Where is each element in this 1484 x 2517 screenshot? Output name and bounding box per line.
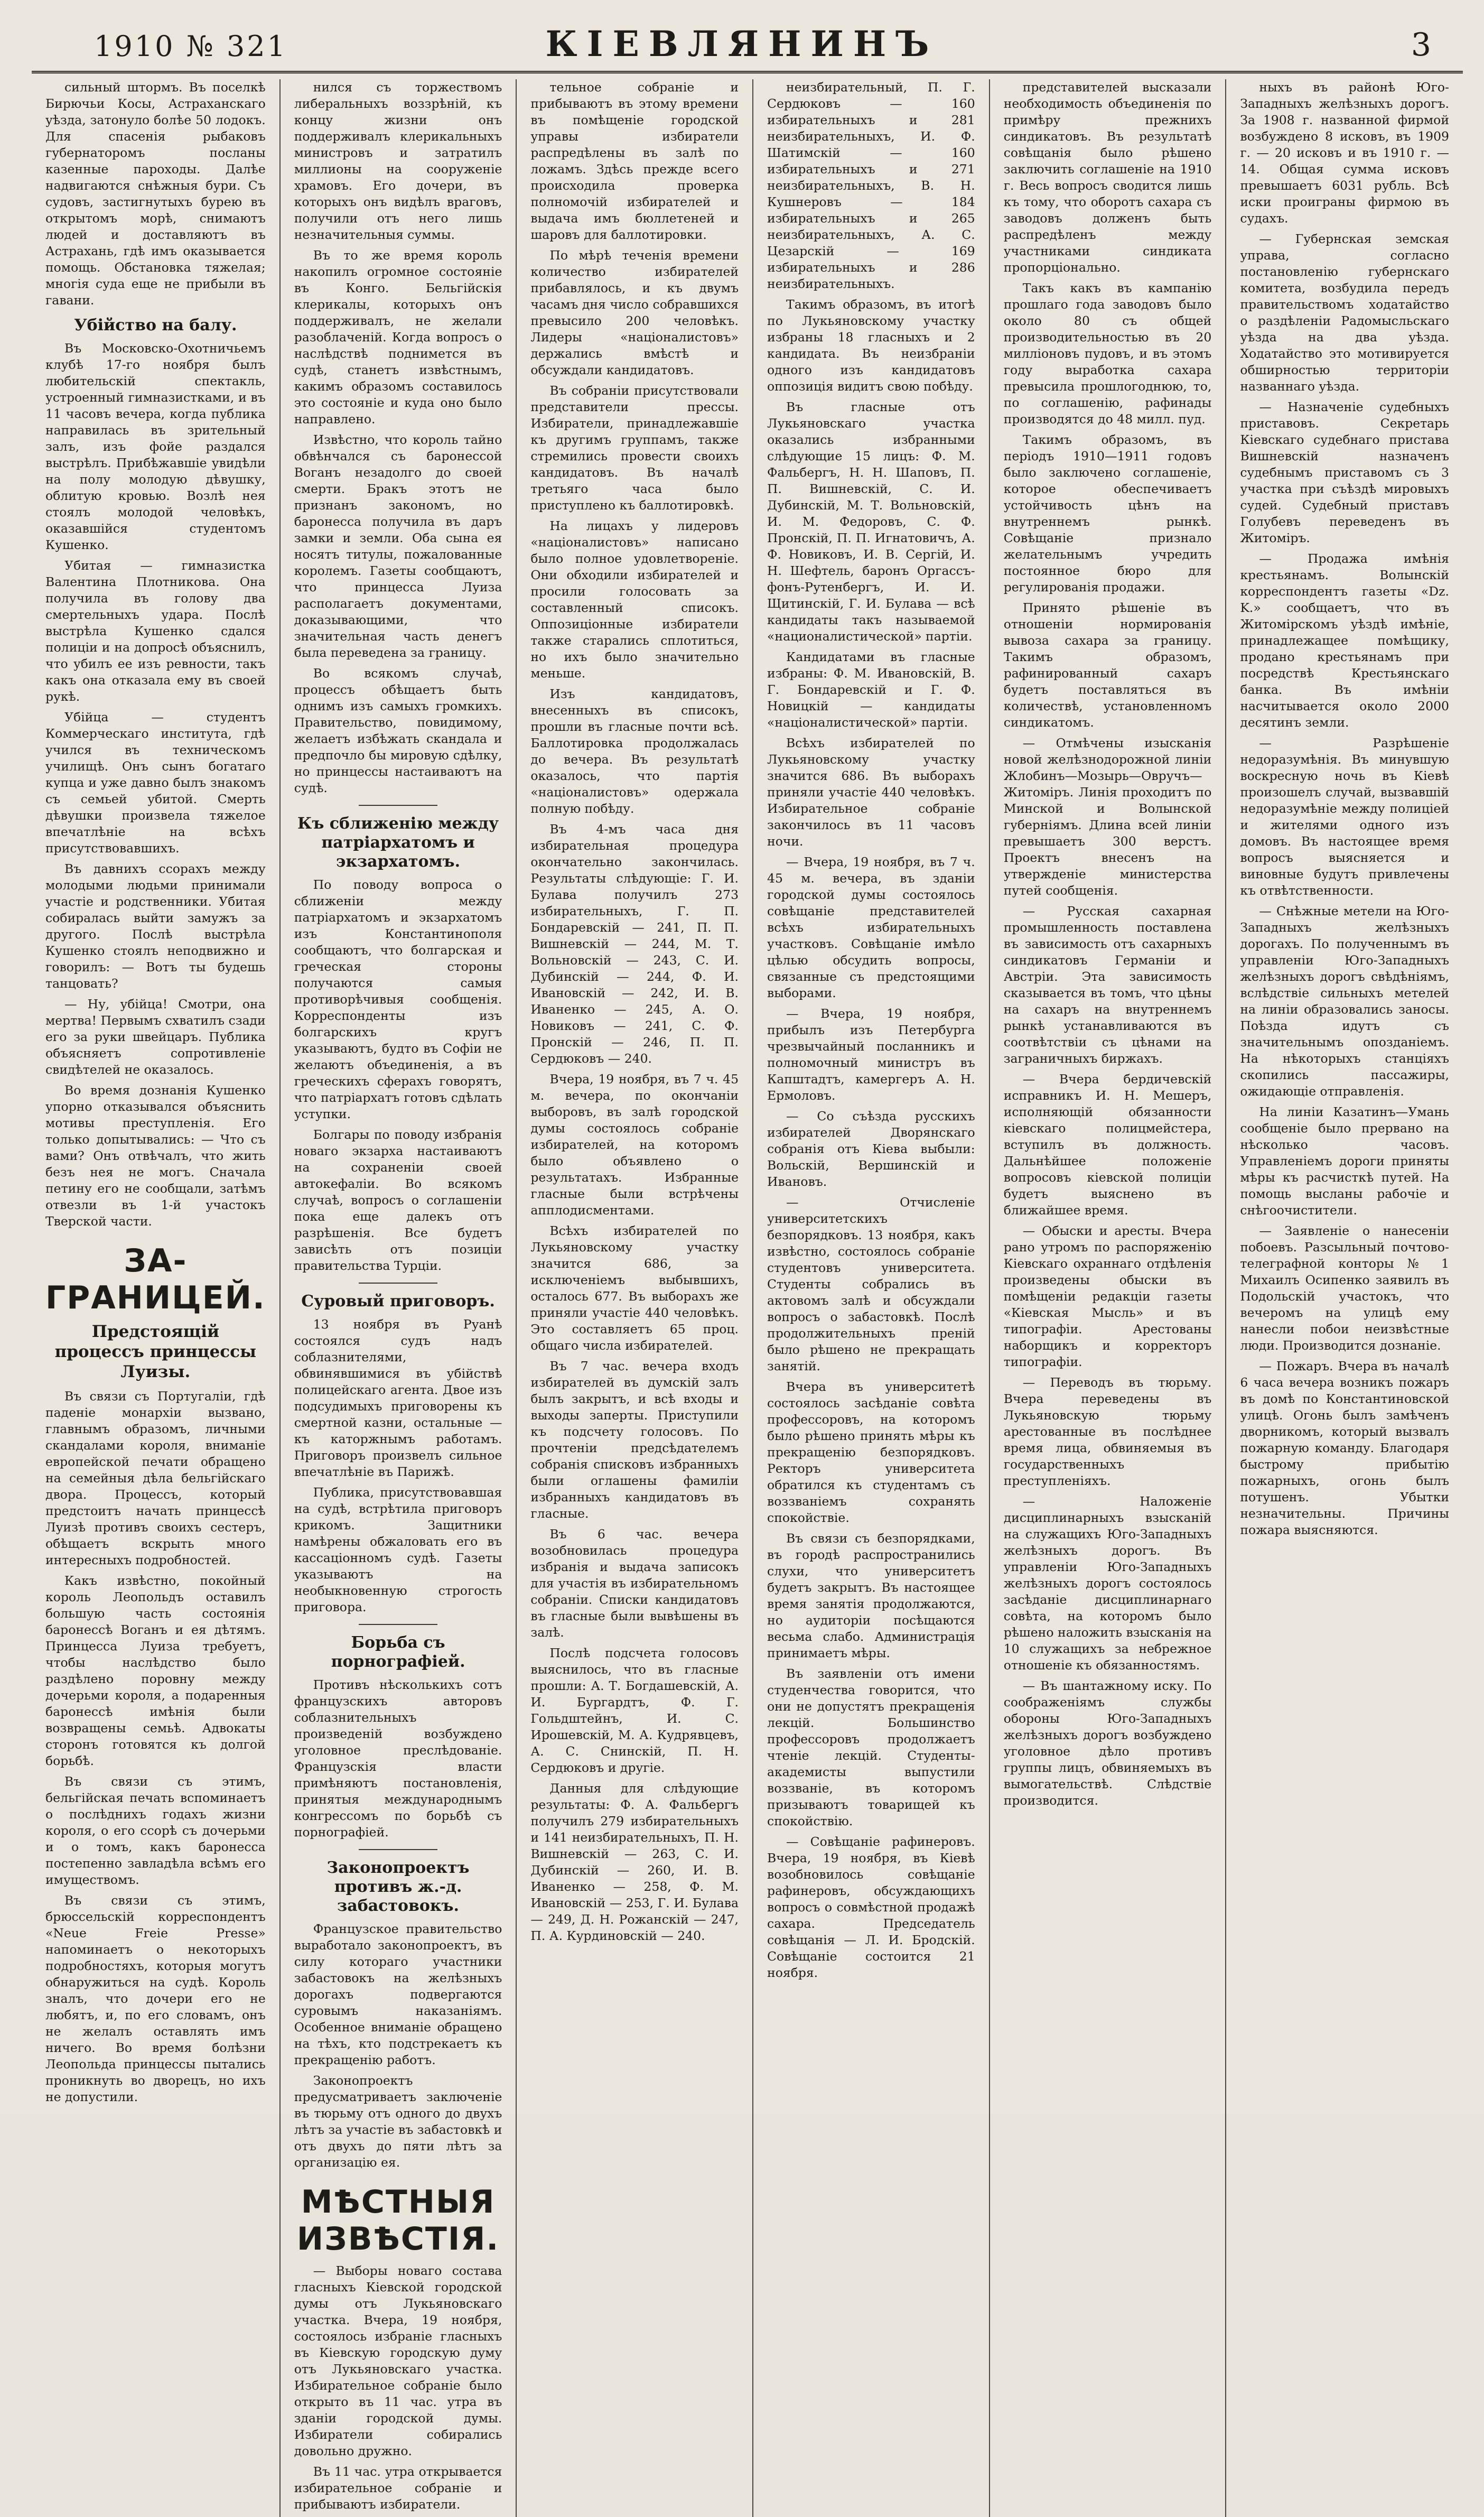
section-divider — [359, 1624, 438, 1625]
article-paragraph: — Снѣжные метели на Юго-Западныхъ желѣзныхъ дорогахъ. По полученнымъ въ управленіи Юго-Западныхъ желѣзныхъ дорогъ свѣдѣніямъ, вслѣдствіе сильныхъ метелей на линіи образовались заносы. Поѣзда идутъ съ значительнымъ опозданіемъ. На нѣкоторыхъ станціяхъ скопились пассажиры, ожидающіе отправленія. — [1240, 904, 1449, 1099]
article-heading: Борьба съ порнографіей. — [331, 1633, 465, 1671]
article-paragraph: Противъ нѣсколькихъ сотъ французскихъ авторовъ соблазнительныхъ произведеній возбуждено уголовное преслѣдованіе. Французскія власти примѣняютъ постановленія, принятыя международнымъ конгрессомъ по борьбѣ съ порнографіей. — [294, 1677, 502, 1840]
article-paragraph: На лицахъ у лидеровъ «націоналистовъ» написано было полное удовлетвореніе. Они обходили избирателей и просили голосовать за составленный списокъ. Оппозиціонные избиратели также старались сплотиться, но ихъ было значительно меньше. — [530, 518, 739, 681]
article-paragraph: Вчера въ университетѣ состоялось засѣданіе совѣта профессоровъ, на которомъ было рѣшено принять мѣры къ прекращенію безпорядковъ. Ректоръ университета обратился къ студентамъ съ воззваніемъ сохранять спокойствіе. — [767, 1379, 975, 1525]
article-paragraph: Такимъ образомъ, въ періодъ 1910—1911 годовъ было заключено соглашеніе, которое обеспечиваетъ устойчивость цѣнъ на внутреннемъ рынкѣ. Совѣщаніе признало желательнымъ учредить постоянное бюро для регулированія продажи. — [1003, 432, 1212, 595]
article-paragraph: — Отчисленіе университетскихъ безпорядковъ. 13 ноября, какъ извѣстно, состоялось собраніе студентовъ университета. Студенты собрались въ актовомъ залѣ и обсуждали вопросъ о забастовкѣ. Послѣ продолжительныхъ преній было рѣшено не прекращать занятій. — [767, 1195, 975, 1373]
column-3 — [517, 79, 753, 2517]
article-paragraph: Изъ кандидатовъ, внесенныхъ въ списокъ, прошли въ гласные почти всѣ. Баллотировка продолжалась до вечера. Въ результатѣ оказалось, что партія «націоналистовъ» одержала полную побѣду. — [530, 686, 739, 816]
article-paragraph: Такимъ образомъ, въ итогѣ по Лукьяновскому участку избраны 18 гласныхъ и 2 кандидата. Въ неизбраніи одного изъ кандидатовъ оппозиція видитъ свою побѣду. — [767, 297, 975, 394]
article-paragraph: Въ 7 час. вечера входъ избирателей въ думскій залъ былъ закрытъ, и всѣ входы и выходы заперты. Приступили къ подсчету голосовъ. По прочтеніи предсѣдателемъ собранія списковъ избранныхъ были оглашены фамиліи избранныхъ кандидатовъ въ гласные. — [530, 1359, 739, 1521]
article-paragraph: Всѣхъ избирателей по Лукьяновскому участку значится 686. Въ выборахъ приняли участіе 440 человѣкъ. Избирательное собраніе закончилось въ 11 часовъ ночи. — [767, 736, 975, 849]
article-paragraph: По мѣрѣ теченія времени количество избирателей прибавлялось, и къ двумъ часамъ дня число собравшихся превысило 200 человѣкъ. Лидеры «націоналистовъ» держались вмѣстѣ и обсуждали кандидатовъ. — [530, 248, 739, 377]
page-header — [32, 14, 1452, 77]
article-heading: Предстоящій процессъ принцессы Луизы. — [54, 1322, 257, 1381]
article-paragraph: — Назначеніе судебныхъ приставовъ. Секретарь Кіевскаго судебнаго пристава Вишневскій назначенъ судебнымъ приставомъ съ 3 участка при съѣздѣ мировыхъ судей. Судебный приставъ Голубевъ переведенъ въ Житоміръ. — [1240, 400, 1449, 545]
article-paragraph: Кандидатами въ гласные избраны: Ф. М. Ивановскій, В. Г. Бондаревскій и Г. Ф. Новицкій — кандидаты «націоналистической» партіи. — [767, 649, 975, 730]
article-paragraph: Законопроектъ предусматриваетъ заключеніе въ тюрьму отъ одного до двухъ лѣтъ за участіе въ забастовкѣ и отъ двухъ до пяти лѣтъ за организацію ея. — [294, 2073, 502, 2170]
article-paragraph: — Наложеніе дисциплинарныхъ взысканій на служащихъ Юго-Западныхъ желѣзныхъ дорогъ. Въ управленіи Юго-Западныхъ желѣзныхъ дорогъ состоялось засѣданіе дисциплинарнаго совѣта, на которомъ было рѣшено наложить взысканія на 10 служащихъ за небрежное отношеніе къ обязанностямъ. — [1003, 1494, 1212, 1673]
article-paragraph: Въ собраніи присутствовали представители прессы. Избиратели, принадлежавшіе къ другимъ группамъ, также стремились провести своихъ кандидатовъ. Въ началѣ третьяго часа было приступлено къ баллотировкѣ. — [530, 383, 739, 513]
article-paragraph: Въ связи съ Португаліи, гдѣ паденіе монархіи вызвано, главнымъ образомъ, личными скандалами короля, вниманіе европейской печати обращено на семейныя дѣла бельгійскаго двора. Процессъ, который предстоитъ начать принцессѣ Луизѣ противъ своихъ сестеръ, обѣщаетъ вскрыть много интересныхъ подробностей. — [45, 1389, 266, 1567]
article-paragraph: Убійца — студентъ Коммерческаго института, гдѣ учился въ техническомъ училищѣ. Онъ сынъ богатаго купца и уже давно былъ знакомъ съ семьей убитой. Смерть дѣвушки произвела тяжелое впечатлѣніе на всѣхъ присутствовавшихъ. — [45, 710, 266, 856]
article-paragraph: Такъ какъ въ кампанію прошлаго года заводовъ было около 80 съ общей производительностью въ 20 милліоновъ пудовъ, и въ этомъ году выработка сахара превысила прошлогоднюю, то, по соглашенію, рафинады производятся до 48 милл. пуд. — [1003, 281, 1212, 426]
article-paragraph: Во всякомъ случаѣ, процессъ обѣщаетъ быть однимъ изъ самыхъ громкихъ. Правительство, повидимому, желаетъ избѣжать скандала и предпочло бы мировую сдѣлку, но принцессы настаиваютъ на судѣ. — [294, 666, 502, 795]
article-paragraph: — Ну, убійца! Смотри, она мертва! Первымъ схватилъ сзади его за руки швейцаръ. Публика объясняетъ сопротивленіе свидѣтелей не оказалось. — [45, 997, 266, 1077]
article-paragraph: Въ 11 час. утра открывается избирательное собраніе и прибываютъ избиратели. — [294, 2464, 502, 2512]
article-paragraph: — Въ шантажному иску. По соображеніямъ службы обороны Юго-Западныхъ желѣзныхъ дорогъ возбуждено уголовное дѣло противъ группы лицъ, обвиняемыхъ въ вымогательствѣ. Слѣдствіе производится. — [1003, 1678, 1212, 1808]
article-paragraph: сильный штормъ. Въ поселкѣ Бирючьи Косы, Астраханскаго уѣзда, затонуло болѣе 50 лодокъ. Для спасенія рыбаковъ губернаторомъ посланы казенные пароходы. Далѣе надвигаются снѣжныя бури. Съ судовъ, застигнутыхъ бурею въ открытомъ морѣ, снимаютъ людей и доставляютъ въ Астрахань, гдѣ имъ оказывается помощь. Обстановка тяжелая; многія суда еще не прибыли въ гавани. — [45, 80, 266, 308]
article-heading: Къ сближенію между патріархатомъ и экзархатомъ. — [297, 814, 499, 871]
article-paragraph: Какъ извѣстно, покойный король Леопольдъ оставилъ большую часть состоянія баронессѣ Воганъ и ея дѣтямъ. Принцесса Луиза требуетъ, чтобы наслѣдство было раздѣлено поровну между дочерьми короля, а подаренныя баронессѣ имѣнія были возвращены семьѣ. Адвокаты сторонъ готовятся къ долгой борьбѣ. — [45, 1573, 266, 1768]
article-paragraph: Послѣ подсчета голосовъ выяснилось, что въ гласные прошли: А. Т. Богдашевскій, А. И. Бургардтъ, Ф. Г. Гольдштейнъ, И. С. Ирошевскій, М. А. Кудрявцевъ, А. С. Снинскій, П. Н. Сердюковъ и другіе. — [530, 1646, 739, 1775]
article-paragraph: Публика, присутствовавшая на судѣ, встрѣтила приговоръ крикомъ. Защитники намѣрены обжаловать его въ кассаціонномъ судѣ. Газеты указываютъ на необыкновенную строгость приговора. — [294, 1485, 502, 1614]
article-paragraph: — Вчера, 19 ноября, въ 7 ч. 45 м. вечера, въ зданіи городской думы состоялось совѣщаніе представителей всѣхъ избирательныхъ участковъ. Совѣщаніе имѣло цѣлью обсудить вопросы, связанные съ предстоящими выборами. — [767, 855, 975, 1000]
issue-date-number: 1910 № 321 — [94, 30, 287, 63]
page-number: 3 — [1411, 26, 1431, 63]
article-paragraph: Въ давнихъ ссорахъ между молодыми людьми принимали участіе и родственники. Убитая собиралась выйти замужъ за другого. Послѣ выстрѣла Кушенко стоялъ неподвижно и говорилъ: — Вотъ ты будешь танцовать? — [45, 861, 266, 991]
article-paragraph: Данныя для слѣдующие результаты: Ф. А. Фальбергъ получилъ 279 избирательныхъ и 141 неизбирательныхъ, П. Н. Вишневскій — 263, С. И. Дубинскій — 260, И. В. Иваненко — 258, Ф. М. Ивановскій — 253, Г. И. Булава — 249, Д. Н. Рожанскій — 247, П. А. Курдиновскій — 240. — [530, 1781, 739, 1943]
article-paragraph: — Переводъ въ тюрьму. Вчера переведены въ Лукьяновскую тюрьму арестованные въ послѣднее время лица, обвиняемыя въ государственныхъ преступленіяхъ. — [1003, 1375, 1212, 1488]
article-paragraph: Во время дознанія Кушенко упорно отказывался объяснить мотивы преступленія. Его только допытывались: — Что съ вами? Онъ отвѣчалъ, что жить безъ нея не могъ. Сначала петину его не сообщали, затѣмъ отвезли въ 1-й участокъ Тверской части. — [45, 1083, 266, 1229]
article-paragraph: представителей высказали необходимость объединенія по примѣру прежнихъ синдикатовъ. Въ результатѣ совѣщанія было рѣшено заключить соглашеніе на 1910 г. Весь вопросъ сводится лишь къ тому, что оборотъ сахара съ заводовъ долженъ быть распредѣленъ между участниками синдиката пропорціонально. — [1003, 80, 1212, 275]
column-5 — [990, 79, 1227, 2517]
article-paragraph: Принято рѣшеніе въ отношеніи нормированія вывоза сахара за границу. Такимъ образомъ, рафинированный сахаръ будетъ поставляться въ количествѣ, установленномъ синдикатомъ. — [1003, 600, 1212, 730]
article-paragraph: Извѣстно, что король тайно обвѣнчался съ баронессой Воганъ незадолго до своей смерти. Бракъ этотъ не признанъ закономъ, но баронесса получила въ даръ замки и земли. Оба сына ея носятъ титулы, пожалованные королемъ. Газеты сообщаютъ, что принцесса Луиза располагаетъ документами, доказывающими, что значительная часть денегъ была переведена за границу. — [294, 432, 502, 660]
section-divider — [359, 1283, 438, 1284]
article-paragraph: — Русская сахарная промышленность поставлена въ зависимость отъ сахарныхъ синдикатовъ Германіи и Австріи. Эта зависимость сказывается въ томъ, что цѣны на сахаръ на внутреннемъ рынкѣ устанавливаются въ соотвѣтствіи съ цѣнами на заграничныхъ биржахъ. — [1003, 904, 1212, 1066]
column-4 — [753, 79, 990, 2517]
article-paragraph: Въ заявленіи отъ имени студенчества говорится, что они не допустятъ прекращенія лекцій. Большинство профессоровъ продолжаетъ чтеніе лекцій. Студенты-академисты выпустили воззваніе, въ которомъ призываютъ товарищей къ спокойствію. — [767, 1666, 975, 1828]
section-divider — [359, 805, 438, 806]
article-paragraph: Въ гласные отъ Лукьяновскаго участка оказались избранными слѣдующие 15 лицъ: Ф. М. Фальбергъ, Н. Н. Шаповъ, П. П. Вишневскій, С. И. Дубинскій, М. Т. Вольновскій, И. М. Федоровъ, С. Ф. Пронскій, П. П. Игнатовичъ, А. Ф. Новиковъ, И. В. Сергій, И. Н. Шефтель, баронъ Оргассъ-фонъ-Рутенбергъ, И. И. Щитинскій, Г. И. Булава — всѣ кандидаты такъ называемой «националистической» партіи. — [767, 400, 975, 644]
article-paragraph: — Губернская земская управа, согласно постановленію губернскаго комитета, возбудила передъ правительствомъ ходатайство о раздѣленіи Радомысльскаго уѣзда на два уѣзда. Ходатайство это мотивируется обширностью территоріи названнаго уѣзда. — [1240, 231, 1449, 394]
text-columns — [32, 79, 1463, 2512]
article-heading: Законопроектъ противъ ж.-д. забастовокъ. — [326, 1859, 470, 1915]
article-paragraph: тельное собраніе и прибываютъ въ этому времени въ помѣщеніе городской управы избиратели распредѣлены въ залѣ по ложамъ. Здѣсь прежде всего происходила проверка полномочій избирателей и выдача имъ бюллетеней и шаровъ для баллотировки. — [530, 80, 739, 242]
article-paragraph: нился съ торжествомъ либеральныхъ воззрѣній, къ концу жизни онъ поддерживалъ клерикальныхъ министровъ и затратилъ миллионы на сооруженіе храмовъ. Его дочери, въ которыхъ онъ видѣлъ враговъ, получили отъ него лишь незначительныя суммы. — [294, 80, 502, 242]
section-heading: МѢСТНЫЯ ИЗВѢСТІЯ. — [296, 2184, 500, 2258]
article-paragraph: — Совѣщаніе рафинеровъ. Вчера, 19 ноября, въ Кіевѣ возобновилось совѣщаніе рафинеровъ, обсуждающихъ вопросъ о совмѣстной продажѣ сахара. Председатель совѣщанія — Л. И. Бродскій. Совѣщаніе состоится 21 ноября. — [767, 1834, 975, 1980]
article-paragraph: — Со съѣзда русскихъ избирателей Дворянскаго собранія отъ Кіева выбыли: Вольскій, Вершинскій и Ивановъ. — [767, 1109, 975, 1189]
article-paragraph: Въ Московско-Охотничьемъ клубѣ 17-го ноября былъ любительскій спектакль, устроенный гимназистками, и въ 11 часовъ вечера, когда публика направилась въ зрительный залъ, изъ фойе раздался выстрѣлъ. Прибѣжавшіе увидѣли на полу молодую дѣвушку, облитую кровью. Возлѣ нея стоялъ молодой человѣкъ, оказавшійся студентомъ Кушенко. — [45, 341, 266, 552]
article-heading: Суровый приговоръ. — [301, 1292, 495, 1311]
article-paragraph: — Пожаръ. Вчера въ началѣ 6 часа вечера возникъ пожаръ въ домѣ по Константиновской улицѣ. Огонь былъ замѣченъ дворникомъ, который вызвалъ пожарную команду. Благодаря быстрому прибытію пожарныхъ, огонь былъ потушенъ. Убытки незначительны. Причины пожара выясняются. — [1240, 1359, 1449, 1537]
article-paragraph: — Заявленіе о нанесеніи побоевъ. Разсыльный почтово-телеграфной конторы № 1 Михаилъ Осипенко заявилъ въ Подольскій участокъ, что вечеромъ на улицѣ ему нанесли побои неизвѣстные люди. Производится дознаніе. — [1240, 1223, 1449, 1353]
article-paragraph: Французское правительство выработало законопроектъ, въ силу котораго участники забастовокъ на желѣзныхъ дорогахъ подвергаются суровымъ наказаніямъ. Особенное вниманіе обращено на тѣхъ, кто подстрекаетъ къ прекращенію работъ. — [294, 1921, 502, 2067]
article-paragraph: Въ связи съ безпорядками, въ городѣ распространились слухи, что университетъ будетъ закрытъ. Въ настоящее время занятія продолжаются, но аудиторіи посѣщаются весьма слабо. Администрація принимаетъ мѣры. — [767, 1531, 975, 1660]
article-paragraph: — Разрѣшеніе недоразумѣнія. Въ минувшую воскресную ночь въ Кіевѣ произошелъ случай, вызвавшій недоразумѣніе между полиціей и жителями одного изъ домовъ. Въ настоящее время вопросъ выясняется и виновные будутъ привлечены къ отвѣтственности. — [1240, 736, 1449, 898]
article-paragraph: По поводу вопроса о сближеніи между патріархатомъ и экзархатомъ изъ Константинополя сообщаютъ, что болгарская и греческая стороны получаются самыя противорѣчивыя сообщенія. Корреспонденты изъ болгарскихъ кругъ указываютъ, будто въ Софіи не желаютъ объединенія, а въ греческихъ сферахъ говорятъ, что патріархатъ готовъ сдѣлать уступки. — [294, 877, 502, 1121]
newspaper-title: КІЕВЛЯНИНЪ — [545, 23, 939, 64]
article-paragraph: Въ связи съ этимъ, бельгійская печать вспоминаетъ о послѣднихъ годахъ жизни короля, о его ссорѣ съ дочерьми и о томъ, какъ баронесса постепенно завладѣла всѣмъ его имуществомъ. — [45, 1774, 266, 1887]
article-paragraph: — Вчера бердичевскій исправникъ И. Н. Мешеръ, исполняющій обязанности кіевскаго полицмейстера, вступилъ въ должность. Дальнѣйшее положеніе вопросовъ кіевской полиціи будетъ выяснено въ ближайшее время. — [1003, 1072, 1212, 1218]
article-paragraph: Въ 4-мъ часа дня избирательная процедура окончательно закончилась. Результаты слѣдующіе: Г. И. Булава получилъ 273 избирательныхъ, Г. П. Бондаревскій — 241, П. П. Вишневскій — 244, М. Т. Вольновскій — 243, С. И. Дубинскій — 244, Ф. И. Ивановскій — 242, И. В. Иваненко — 245, А. О. Новиковъ — 241, С. Ф. Пронскій — 246, П. П. Сердюковъ — 240. — [530, 822, 739, 1066]
article-paragraph: На линіи Казатинъ—Умань сообщеніе было прервано на нѣсколько часовъ. Управленіемъ дороги приняты мѣры къ расчисткѣ путей. На помощь высланы рабочіе и снѣгоочистители. — [1240, 1104, 1449, 1218]
article-paragraph: Убитая — гимназистка Валентина Плотникова. Она получила въ голову два смертельныхъ удара. Послѣ выстрѣла Кушенко сдался полиціи и на допросѣ объяснилъ, что убилъ ее изъ ревности, такъ какъ она отказала ему въ своей рукѣ. — [45, 558, 266, 704]
article-paragraph: Всѣхъ избирателей по Лукьяновскому участку значится 686, за исключеніемъ выбывшихъ, осталось 677. Въ выборахъ же приняли участіе 440 человѣкъ. Это составляетъ 65 проц. общаго числа избирателей. — [530, 1223, 739, 1353]
article-paragraph: — Обыски и аресты. Вчера рано утромъ по распоряженію Кіевскаго охраннаго отдѣленія произведены обыски въ помѣщеніи редакціи газеты «Кіевская Мысль» и въ типографіи. Арестованы наборщикъ и корректоръ типографіи. — [1003, 1223, 1212, 1369]
article-paragraph: ныхъ въ районѣ Юго-Западныхъ желѣзныхъ дорогъ. За 1908 г. названной фирмой возбуждено 8 исковъ, въ 1909 г. — 20 исковъ и въ 1910 г. — 14. Общая сумма исковъ превышаетъ 6031 рубль. Всѣ иски проиграны фирмою въ судахъ. — [1240, 80, 1449, 226]
article-paragraph: Въ то же время король накопилъ огромное состояніе въ Конго. Бельгійскія клерикалы, которыхъ онъ поддерживалъ, не желали разоблаченій. Когда вопросъ о наслѣдствѣ поднимется въ судѣ, станетъ извѣстнымъ, какимъ образомъ составилось это состояніе и куда оно было направлено. — [294, 248, 502, 426]
column-1 — [32, 79, 281, 2517]
column-2 — [281, 79, 517, 2517]
article-paragraph: — Выборы новаго состава гласныхъ Кіевской городской думы отъ Лукьяновскаго участка. Вчера, 19 ноября, состоялось избраніе гласныхъ въ Кіевскую городскую думу отъ Лукьяновскаго участка. Избирательное собраніе было открыто въ 11 час. утра въ зданіи городской думы. Избиратели собирались довольно дружно. — [294, 2263, 502, 2458]
article-paragraph: — Вчера, 19 ноября, прибылъ изъ Петербурга чрезвычайный посланникъ и полномочный министръ въ Капштадтъ, камергеръ А. Н. Ермоловъ. — [767, 1006, 975, 1103]
article-paragraph: — Отмѣчены изысканія новой желѣзнодорожной линіи Жлобинъ—Мозырь—Овручъ—Житоміръ. Линія проходитъ по Минской и Волынской губерніямъ. Длина всей линіи превышаетъ 300 верстъ. Проектъ внесенъ на утвержденіе министерства путей сообщенія. — [1003, 736, 1212, 898]
article-paragraph: Въ 6 час. вечера возобновилась процедура избранія и выдача записокъ для участія въ избирательномъ собраніи. Списки кандидатовъ въ гласные были вывѣшены въ залѣ. — [530, 1527, 739, 1640]
article-paragraph: неизбирательный, П. Г. Сердюковъ — 160 избирательныхъ и 281 неизбирательныхъ, И. Ф. Шатимскій — 160 избирательныхъ и 271 неизбирательныхъ, В. Н. Кушнеровъ — 184 избирательныхъ и 265 неизбирательныхъ, А. С. Цезарскій — 169 избирательныхъ и 286 неизбирательныхъ. — [767, 80, 975, 291]
article-heading: Убійство на балу. — [74, 316, 237, 335]
article-paragraph: Болгары по поводу избранія новаго экзарха настаиваютъ на сохраненіи своей автокефаліи. Во всякомъ случаѣ, вопросъ о соглашеніи пока еще далекъ отъ разрѣшенія. Все будетъ зависѣть отъ позиціи правительства Турціи. — [294, 1127, 502, 1273]
header-rule — [32, 71, 1463, 73]
article-paragraph: Вчера, 19 ноября, въ 7 ч. 45 м. вечера, по окончаніи выборовъ, въ залѣ городской думы состоялось собраніе избирателей, на которомъ было объявлено о результатахъ. Избранные гласные были встрѣчены апплодисментами. — [530, 1072, 739, 1218]
section-heading: ЗА-ГРАНИЦЕЙ. — [45, 1242, 266, 1316]
column-6 — [1226, 79, 1463, 2517]
article-paragraph: 13 ноября въ Руанѣ состоялся судъ надъ соблазнителями, обвинявшимися въ убійствѣ полицейскаго агента. Двое изъ подсудимыхъ приговорены къ смертной казни, остальные — къ каторжнымъ работамъ. Приговоръ произвелъ сильное впечатлѣніе въ Парижѣ. — [294, 1317, 502, 1479]
section-divider — [359, 1849, 438, 1850]
article-paragraph: Въ связи съ этимъ, брюссельскій корреспондентъ «Neue Freie Presse» напоминаетъ о некоторыхъ подробностяхъ, которыя могутъ обнаружиться на судѣ. Король зналъ, что дочери его не любятъ, и, по его словамъ, онъ не желалъ оставлять имъ ничего. Во время болѣзни Леопольда принцессы пытались проникнуть во дворецъ, но ихъ не допустили. — [45, 1893, 266, 2104]
article-paragraph: — Продажа имѣнія крестьянамъ. Волынскій корреспондентъ газеты «Dz. K.» сообщаетъ, что въ Житомірскомъ уѣздѣ имѣніе, принадлежащее помѣщику, продано крестьянамъ при посредствѣ Крестьянскаго банка. Въ имѣніи насчитывается около 2000 десятинъ земли. — [1240, 551, 1449, 730]
